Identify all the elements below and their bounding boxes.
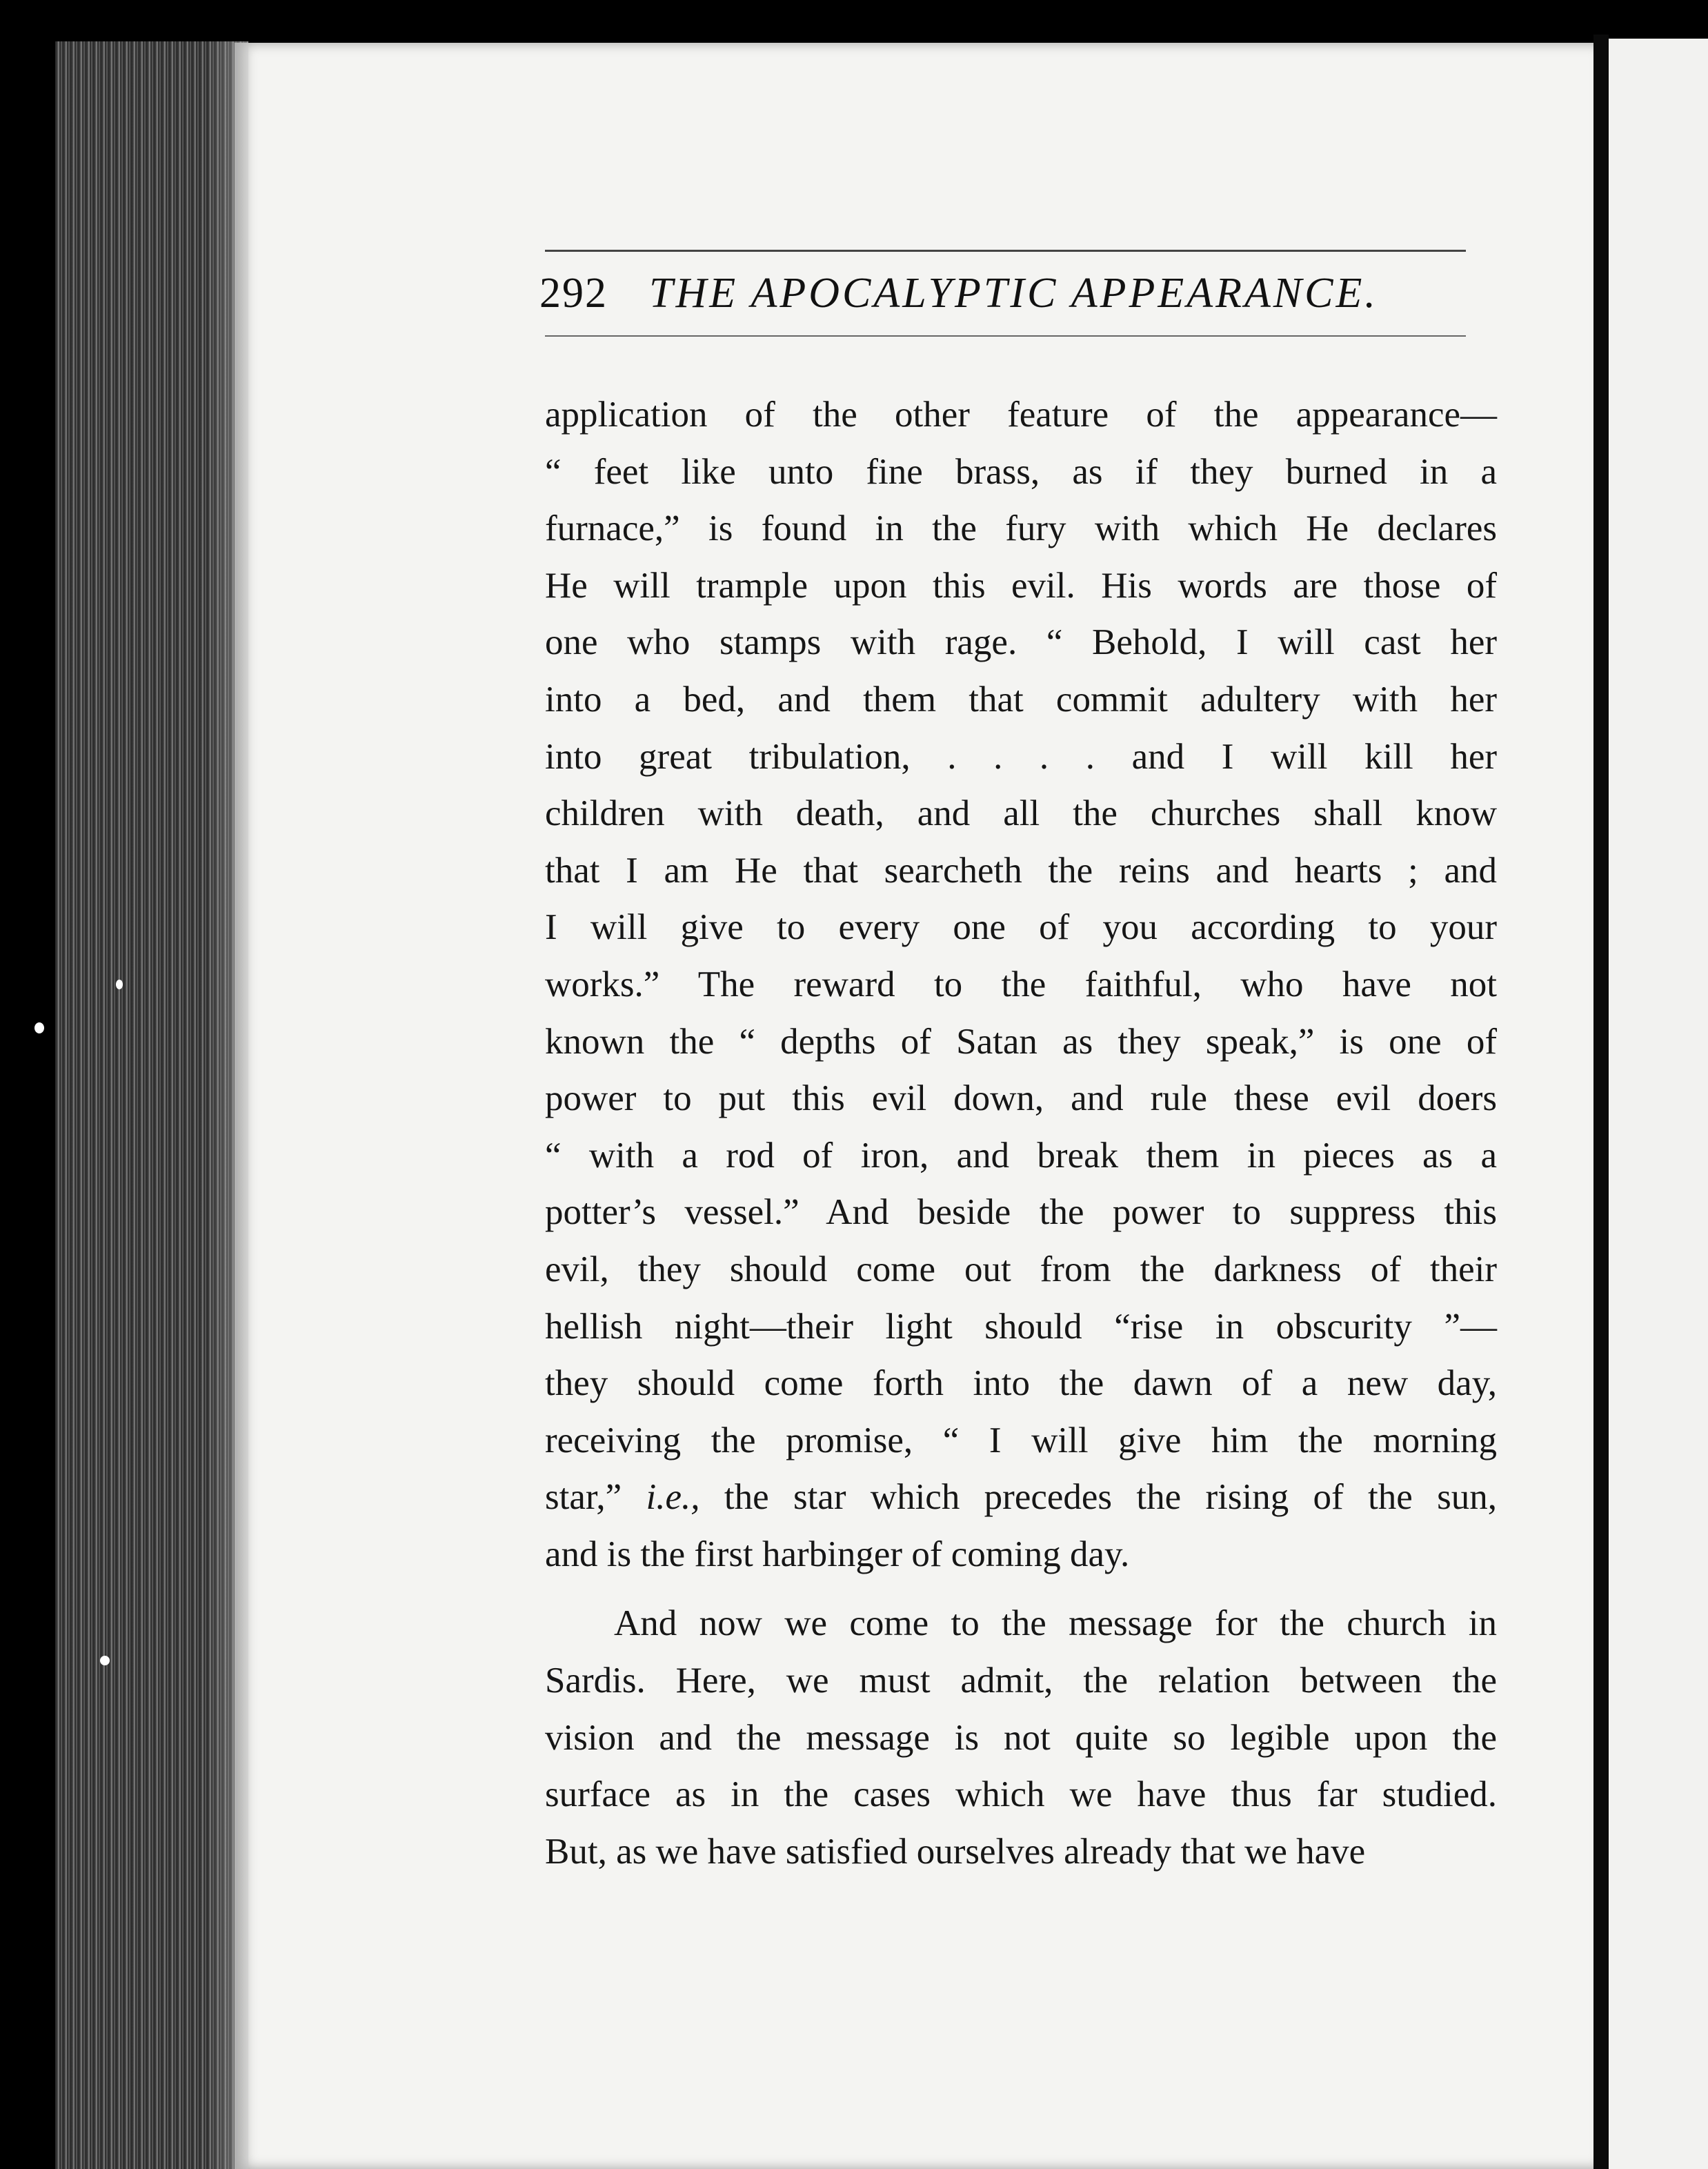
paragraph-gap (545, 1583, 1497, 1595)
text-line: they should come forth into the dawn of a new day, (545, 1363, 1497, 1404)
text-line: And now we come to the message for the church in (614, 1603, 1497, 1644)
text-line: hellish night—their light should “rise in obscurity ”— (545, 1306, 1497, 1347)
text-line: receiving the promise, “ I will give him the morning (545, 1420, 1497, 1460)
text-line: power to put this evil down, and rule these evil doers (545, 1078, 1497, 1119)
text-line: But, as we have satisfied ourselves already that we have (545, 1831, 1366, 1872)
text-line: I will give to every one of you according to your (545, 907, 1497, 948)
text-line: surface as in the cases which we have thus far studied. (545, 1774, 1497, 1815)
text-line: evil, they should come out from the darkness of their (545, 1249, 1497, 1289)
text-line: vision and the message is not quite so legible upon the (545, 1717, 1497, 1758)
paragraph (545, 386, 1497, 1583)
scan-speck (100, 1656, 110, 1665)
text-line: works.” The reward to the faithful, who have not (545, 964, 1497, 1004)
header-rule-top (545, 250, 1466, 252)
text-line: one who stamps with rage. “ Behold, I will cast her (545, 622, 1497, 663)
running-header (539, 269, 1478, 331)
running-title: THE APOCALYPTIC APPEARANCE. (649, 270, 1378, 317)
page-number: 292 (539, 270, 608, 317)
text-line: application of the other feature of the appearance— (545, 395, 1497, 435)
gutter (1593, 34, 1609, 2169)
facing-page-edge (1609, 39, 1708, 2169)
scan-speck (34, 1022, 44, 1033)
paragraph (545, 1595, 1497, 1880)
header-rule-bottom (545, 335, 1466, 337)
text-line: Sardis. Here, we must admit, the relation between the (545, 1661, 1497, 1701)
text-line: furnace,” is found in the fury with which He declares (545, 508, 1497, 549)
gutter-shadow (207, 41, 248, 2169)
italic-abbrev: i.e., (646, 1477, 700, 1518)
text-line: “ with a rod of iron, and break them in pieces as a (545, 1135, 1497, 1176)
text-line: “ feet like unto fine brass, as if they burned in a (545, 451, 1497, 492)
text-line: and is the first harbinger of coming day. (545, 1534, 1130, 1574)
text-line: potter’s vessel.” And beside the power to suppress this (545, 1192, 1497, 1233)
text-line: children with death, and all the churches shall know (545, 793, 1497, 834)
body-text (545, 386, 1497, 1880)
scan-speck (116, 980, 123, 989)
text-line: into a bed, and them that commit adultery with her (545, 679, 1497, 720)
text-line: that I am He that searcheth the reins and hearts ; and (545, 850, 1497, 891)
text-line: He will trample upon this evil. His words are those of (545, 565, 1497, 606)
text-line: known the “ depths of Satan as they speak,” is one of (545, 1021, 1497, 1062)
text-line: star,” i.e., the star which precedes the rising of the sun, (545, 1477, 1497, 1518)
text-line: into great tribulation, . . . . and I will kill her (545, 736, 1497, 777)
